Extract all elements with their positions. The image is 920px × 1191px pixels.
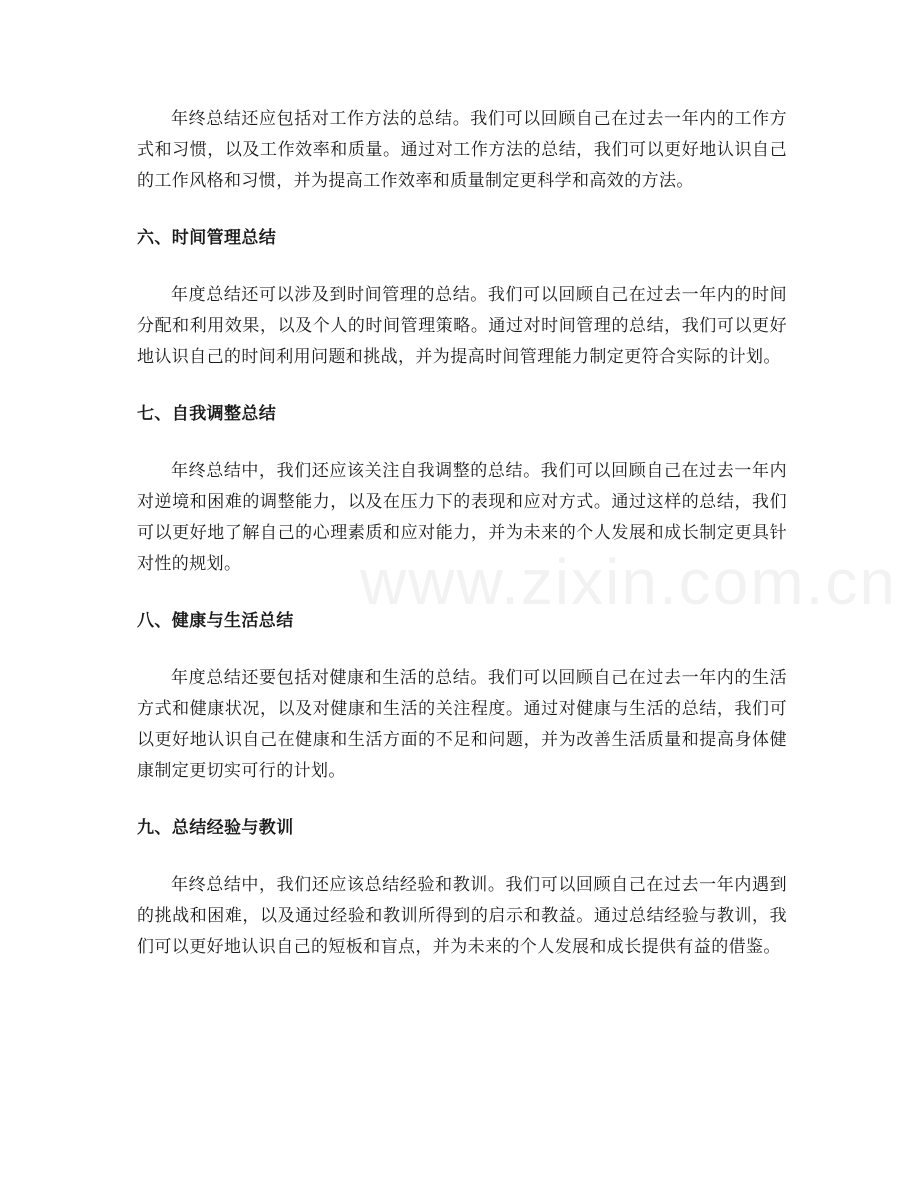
section-heading-time-management: 六、时间管理总结 — [137, 228, 277, 248]
paragraph-time-management: 年度总结还可以涉及到时间管理的总结。我们可以回顾自己在过去一年内的时间分配和利用效果，以及个人的时间管理策略。通过对时间管理的总结，我们可以更好地认识自己的时间利用问题和挑战，并为提高时间管理能力制定更符合实际的计划。 — [137, 285, 787, 367]
document-body — [137, 104, 787, 963]
section-heading-self-adjustment: 七、自我调整总结 — [137, 404, 277, 424]
paragraph-lessons: 年终总结中，我们还应该总结经验和教训。我们可以回顾自己在过去一年内遇到的挑战和困难，以及通过经验和教训所得到的启示和教益。通过总结经验与教训，我们可以更好地认识自己的短板和盲点，并为未来的个人发展和成长提供有益的借鉴。 — [137, 875, 787, 957]
section-heading-health-life: 八、健康与生活总结 — [137, 611, 294, 631]
paragraph-self-adjustment: 年终总结中，我们还应该关注自我调整的总结。我们可以回顾自己在过去一年内对逆境和困难的调整能力，以及在压力下的表现和应对方式。通过这样的总结，我们可以更好地了解自己的心理素质和应对能力，并为未来的个人发展和成长制定更具针对性的规划。 — [137, 461, 787, 574]
paragraph-work-method: 年终总结还应包括对工作方法的总结。我们可以回顾自己在过去一年内的工作方式和习惯，以及工作效率和质量。通过对工作方法的总结，我们可以更好地认识自己的工作风格和习惯，并为提高工作效率和质量制定更科学和高效的方法。 — [137, 109, 787, 191]
watermark: www.zixin.com.cn — [360, 546, 897, 618]
paragraph-health-life: 年度总结还要包括对健康和生活的总结。我们可以回顾自己在过去一年内的生活方式和健康状况，以及对健康和生活的关注程度。通过对健康与生活的总结，我们可以更好地认识自己在健康和生活方面的不足和问题，并为改善生活质量和提高身体健康制定更切实可行的计划。 — [137, 668, 787, 781]
section-heading-lessons: 九、总结经验与教训 — [137, 818, 294, 838]
